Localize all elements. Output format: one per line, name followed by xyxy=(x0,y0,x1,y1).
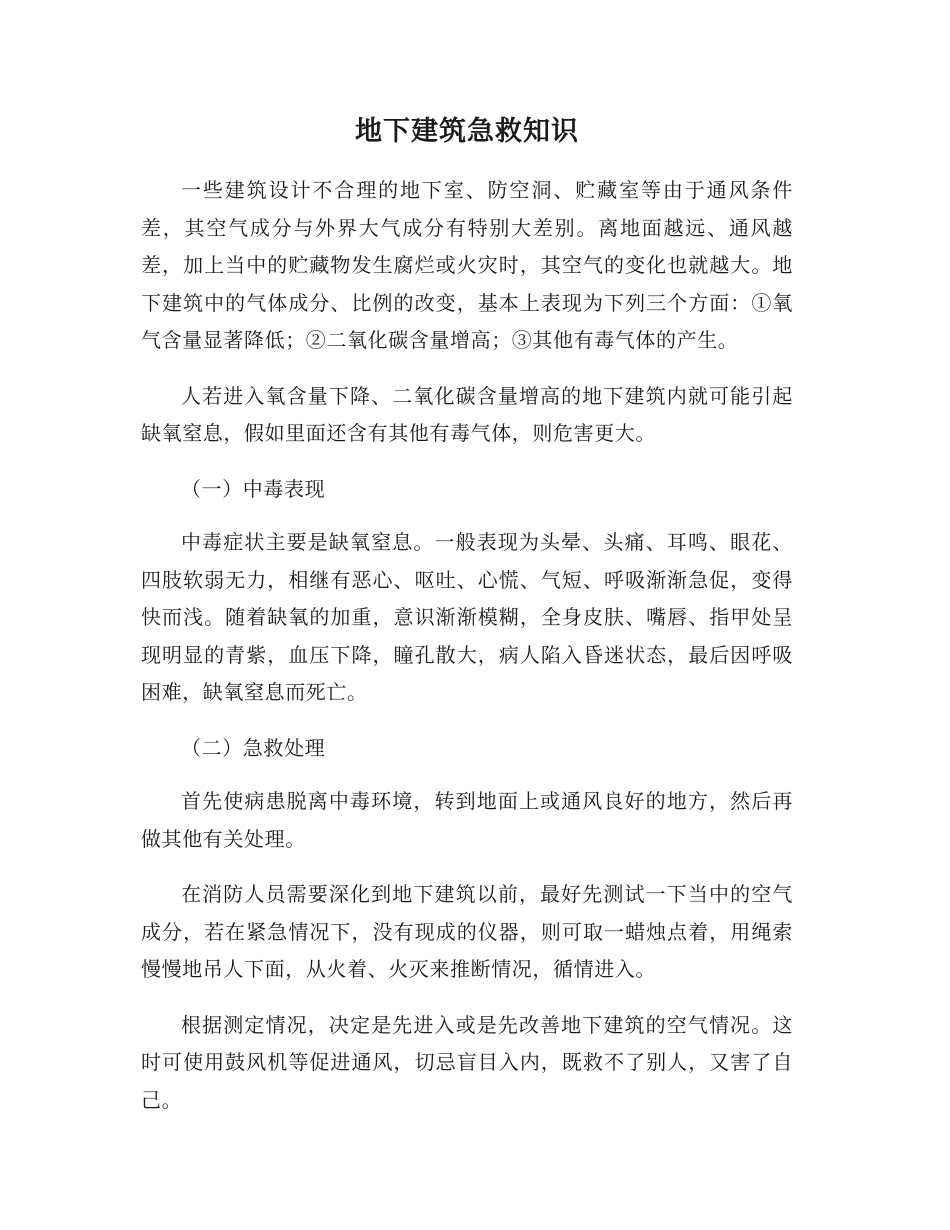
paragraph-first-aid-1: 首先使病患脱离中毒环境，转到地面上或通风良好的地方，然后再做其他有关处理。 xyxy=(141,789,793,851)
paragraph-risk: 人若进入氧含量下降、二氧化碳含量增高的地下建筑内就可能引起缺氧窒息，假如里面还含有其他有毒气体，则危害更大。 xyxy=(141,383,793,445)
paragraph-symptoms: 中毒症状主要是缺氧窒息。一般表现为头晕、头痛、耳鸣、眼花、四肢软弱无力，相继有恶心、呕吐、心慌、气短、呼吸渐渐急促，变得快而浅。随着缺氧的加重，意识渐渐模糊，全身皮肤、嘴唇、指甲处呈现明显的青紫，血压下降，瞳孔散大，病人陷入昏迷状态，最后因呼吸困难，缺氧窒息而死亡。 xyxy=(141,530,793,704)
section-heading-symptoms: （一）中毒表现 xyxy=(181,476,326,501)
paragraph-first-aid-2: 在消防人员需要深化到地下建筑以前，最好先测试一下当中的空气成分，若在紧急情况下，没有现成的仪器，则可取一蜡烛点着，用绳索慢慢地吊人下面，从火着、火灭来推断情况，循情进入。 xyxy=(141,882,793,981)
document-page xyxy=(141,110,793,1137)
document-title: 地下建筑急救知识 xyxy=(355,116,579,147)
paragraph-first-aid-3: 根据测定情况，决定是先进入或是先改善地下建筑的空气情况。这时可使用鼓风机等促进通风，切忌盲目入内，既救不了别人，又害了自己。 xyxy=(141,1012,793,1112)
paragraph-intro: 一些建筑设计不合理的地下室、防空洞、贮藏室等由于通风条件差，其空气成分与外界大气成分有特别大差别。离地面越远、通风越差，加上当中的贮藏物发生腐烂或火灾时，其空气的变化也就越大。地下建筑中的气体成分、比例的改变，基本上表现为下列三个方面：①氧气含量显著降低；②二氧化碳含量增高；③其他有毒气体的产生。 xyxy=(141,178,793,352)
section-heading-first-aid: （二）急救处理 xyxy=(181,735,326,760)
